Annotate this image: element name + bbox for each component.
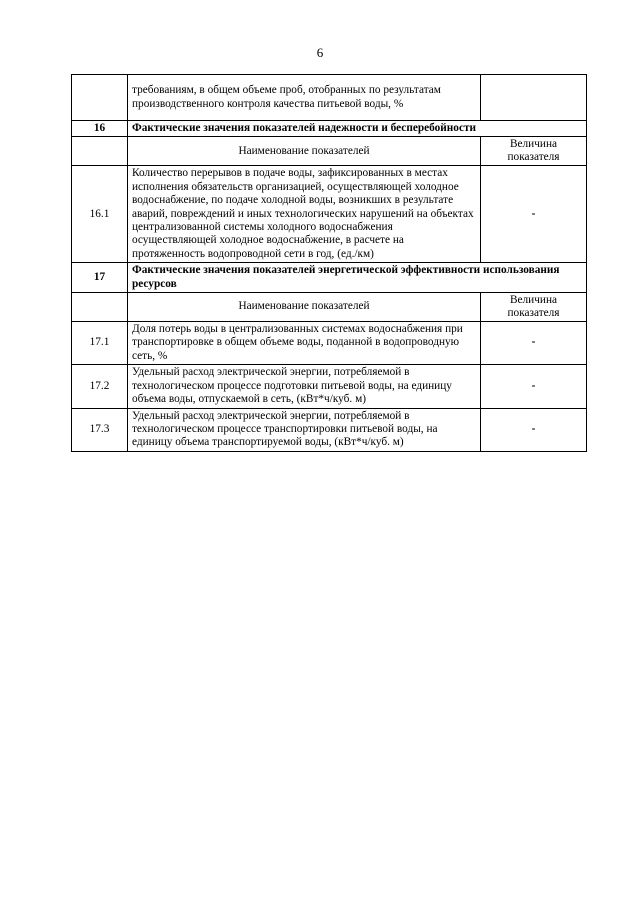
column-header-name: Наименование показателей [128,293,481,322]
indicator-value: - [531,379,536,392]
table-row [72,166,587,263]
page-number: 6 [316,45,324,60]
column-header-name: Наименование показателей [128,137,481,166]
section-header-row [72,121,587,137]
indicator-value: - [531,336,536,349]
column-header-value: Величина показателя [481,137,587,166]
column-header-row [72,137,587,166]
indicator-value: - [531,207,536,220]
indicator-value-cell [481,75,587,121]
table-row [72,322,587,365]
row-number-cell: 17.3 [72,408,128,451]
row-number-cell: 17.2 [72,365,128,408]
indicator-value: - [531,422,536,435]
empty-header-cell [72,293,128,322]
indicator-name-cell: Удельный расход электрической энергии, потребляемой в технологическом процессе транспортировки питьевой воды, на единицу объема транспортируемой воды, (кВт*ч/куб. м) [128,408,481,451]
indicator-value-cell [481,322,587,365]
indicator-value-cell [481,166,587,263]
indicator-name-cell: Доля потерь воды в централизованных системах водоснабжения при транспортировке в общем объеме воды, поданной в водопроводную сеть, % [128,322,481,365]
column-header-value: Величина показателя [481,293,587,322]
section-number: 16 [72,121,128,137]
table-row [72,75,587,121]
indicator-name-cell: требованиям, в общем объеме проб, отобранных по результатам производственного контроля качества питьевой воды, % [128,75,481,121]
section-title: Фактические значения показателей энергетической эффективности использования ресурсов [128,263,587,293]
empty-header-cell [72,137,128,166]
section-number: 17 [72,263,128,293]
section-header-row [72,263,587,293]
table-row [72,365,587,408]
row-number-cell: 16.1 [72,166,128,263]
indicator-name-cell: Количество перерывов в подаче воды, зафиксированных в местах исполнения обязательств организацией, осуществляющей холодное водоснабжение, по подаче холодной воды, возникших в результате аварий, повреждений и иных технологических нарушений на объектах централизованной системы холодного водоснабжения осуществляющей холодное водоснабжение, в расчете на протяженность водопроводной сети в год, (ед./км) [128,166,481,263]
column-header-row [72,293,587,322]
section-title: Фактические значения показателей надежности и бесперебойности [128,121,587,137]
indicator-name-cell: Удельный расход электрической энергии, потребляемой в технологическом процессе подготовки питьевой воды, на единицу объема воды, отпускаемой в сеть, (кВт*ч/куб. м) [128,365,481,408]
table-row [72,408,587,451]
indicators-table [71,74,587,452]
indicator-value-cell [481,408,587,451]
indicator-value-cell [481,365,587,408]
row-number-cell: 17.1 [72,322,128,365]
row-number-cell [72,75,128,121]
